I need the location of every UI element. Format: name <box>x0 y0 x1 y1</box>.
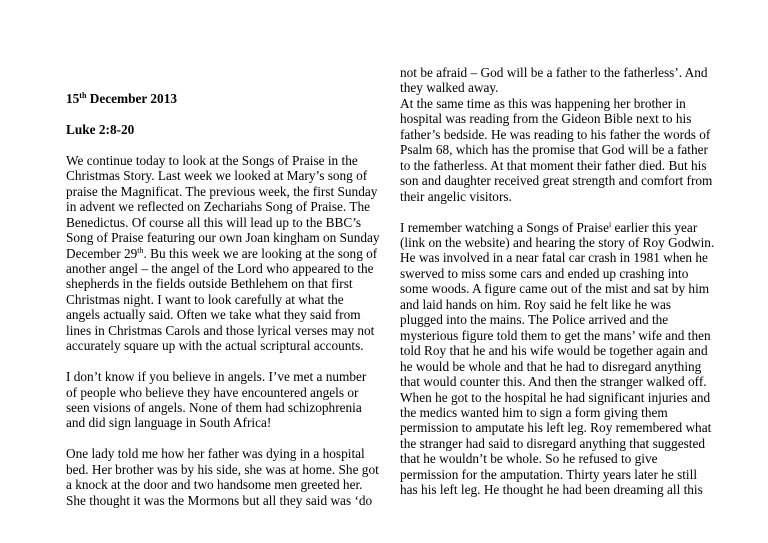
text-line: bed. Her brother was by his side, she was at home. She got <box>66 461 379 477</box>
text-line: their angelic visitors. <box>400 188 512 204</box>
paragraph-lady-story <box>66 446 379 508</box>
text-line: When he got to the hospital he had significant injuries and <box>400 389 711 405</box>
text-line: some woods. A figure came out of the mist and sat by him <box>400 281 710 297</box>
text-line: has his left leg. He thought he had been dreaming all this <box>400 482 703 498</box>
text-line: the stranger had said to disregard anything that suggested <box>400 435 706 451</box>
text-line: shepherds in the fields outside Bethlehem on that first <box>66 276 353 292</box>
paragraph-lady-story-continued <box>400 65 720 204</box>
right-column <box>400 65 720 498</box>
text-line: I remember watching a Songs of Praise$^i$ earlier this year <box>400 219 698 235</box>
text-line: permission to amputate his left leg. Roy remembered what <box>400 420 712 436</box>
text-line: father’s bedside. He was reading to his father the words of <box>400 126 711 142</box>
text-line: and laid hands on him. Roy said he felt like he was <box>400 296 672 312</box>
text-line: praise the Magnificat. The previous week, the first Sunday <box>66 183 378 199</box>
text-line: accurately square up with the actual scriptural accounts. <box>66 338 364 354</box>
paragraph-angels-belief <box>66 369 376 431</box>
text-line: told Roy that he and his wife would be together again and <box>400 343 708 359</box>
text-line: and did sign language in South Africa! <box>66 415 272 431</box>
text-line: mysterious figure told them to get the mans’ wife and then <box>400 327 711 343</box>
text-line: seen visions of angels. None of them had schizophrenia <box>66 400 362 416</box>
text-line: that would counter this. And then the stranger walked off. <box>400 374 707 390</box>
text-line: son and daughter received great strength and comfort from <box>400 173 713 189</box>
text-line: angels actually said. Often we take what they said from <box>66 307 361 323</box>
text-line: the medics wanted him to sign a form giving them <box>400 404 668 420</box>
text-line: Christmas night. I want to look carefully at what the <box>66 291 344 307</box>
scripture-reference: Luke 2:8-20 <box>66 121 135 137</box>
text-line: Benedictus. Of course all this will lead up to the BBC’s <box>66 214 362 230</box>
text-line: swerved to miss some cars and ended up crashing into <box>400 265 689 281</box>
text-line: permission for the amputation. Thirty years later he still <box>400 466 698 482</box>
endnote-marker[interactable]: i <box>609 219 612 229</box>
text-line: I don’t know if you believe in angels. I’ve met a number <box>66 369 367 385</box>
text-line: December 29th. Bu this week we are looking at the song of <box>66 245 378 261</box>
text-line: hospital was reading from the Gideon Bible next to his <box>400 111 692 127</box>
text-line: a knock at the door and two handsome men greeted her. <box>66 477 363 493</box>
text-line: not be afraid – God will be a father to the fatherless’. And <box>400 65 708 80</box>
text-line: One lady told me how her father was dying in a hospital <box>66 446 365 462</box>
text-line: that he wouldn’t be whole. So he refused to give <box>400 451 658 467</box>
text-line: he would be whole and that he had to disregard anything <box>400 358 702 374</box>
text-line: Christmas Story. Last week we looked at Mary’s song of <box>66 168 368 184</box>
text-line: Psalm 68, which has the promise that God will be a father <box>400 142 708 158</box>
text-line: in advent we reflected on Zechariahs Song of Praise. The <box>66 199 370 215</box>
text-line: another angel – the angel of the Lord who appeared to the <box>66 260 374 276</box>
text-line: to the fatherless. At that moment their father died. But his <box>400 157 707 173</box>
paragraph-roy-godwin <box>400 220 720 498</box>
text-line: plugged into the mains. The Police arrived and the <box>400 312 669 328</box>
text-line: He was involved in a near fatal car crash in 1981 when he <box>400 250 708 266</box>
text-line: We continue today to look at the Songs of Praise in the <box>66 152 358 168</box>
sermon-date: 15th December 2013 <box>66 91 178 106</box>
text-line: they walked away. <box>400 80 499 96</box>
left-column <box>66 91 380 508</box>
paragraph-intro <box>66 152 380 354</box>
text-line: She thought it was the Mormons but all they said was ‘do <box>66 492 373 508</box>
text-line: Song of Praise featuring our own Joan kingham on Sunday <box>66 230 380 246</box>
text-line: lines in Christmas Carols and those lyrical verses may not <box>66 322 375 338</box>
text-line: of people who believe they have encountered angels or <box>66 384 359 400</box>
text-line: (link on the website) and hearing the story of Roy Godwin. <box>400 234 715 250</box>
text-line: At the same time as this was happening her brother in <box>400 95 686 111</box>
